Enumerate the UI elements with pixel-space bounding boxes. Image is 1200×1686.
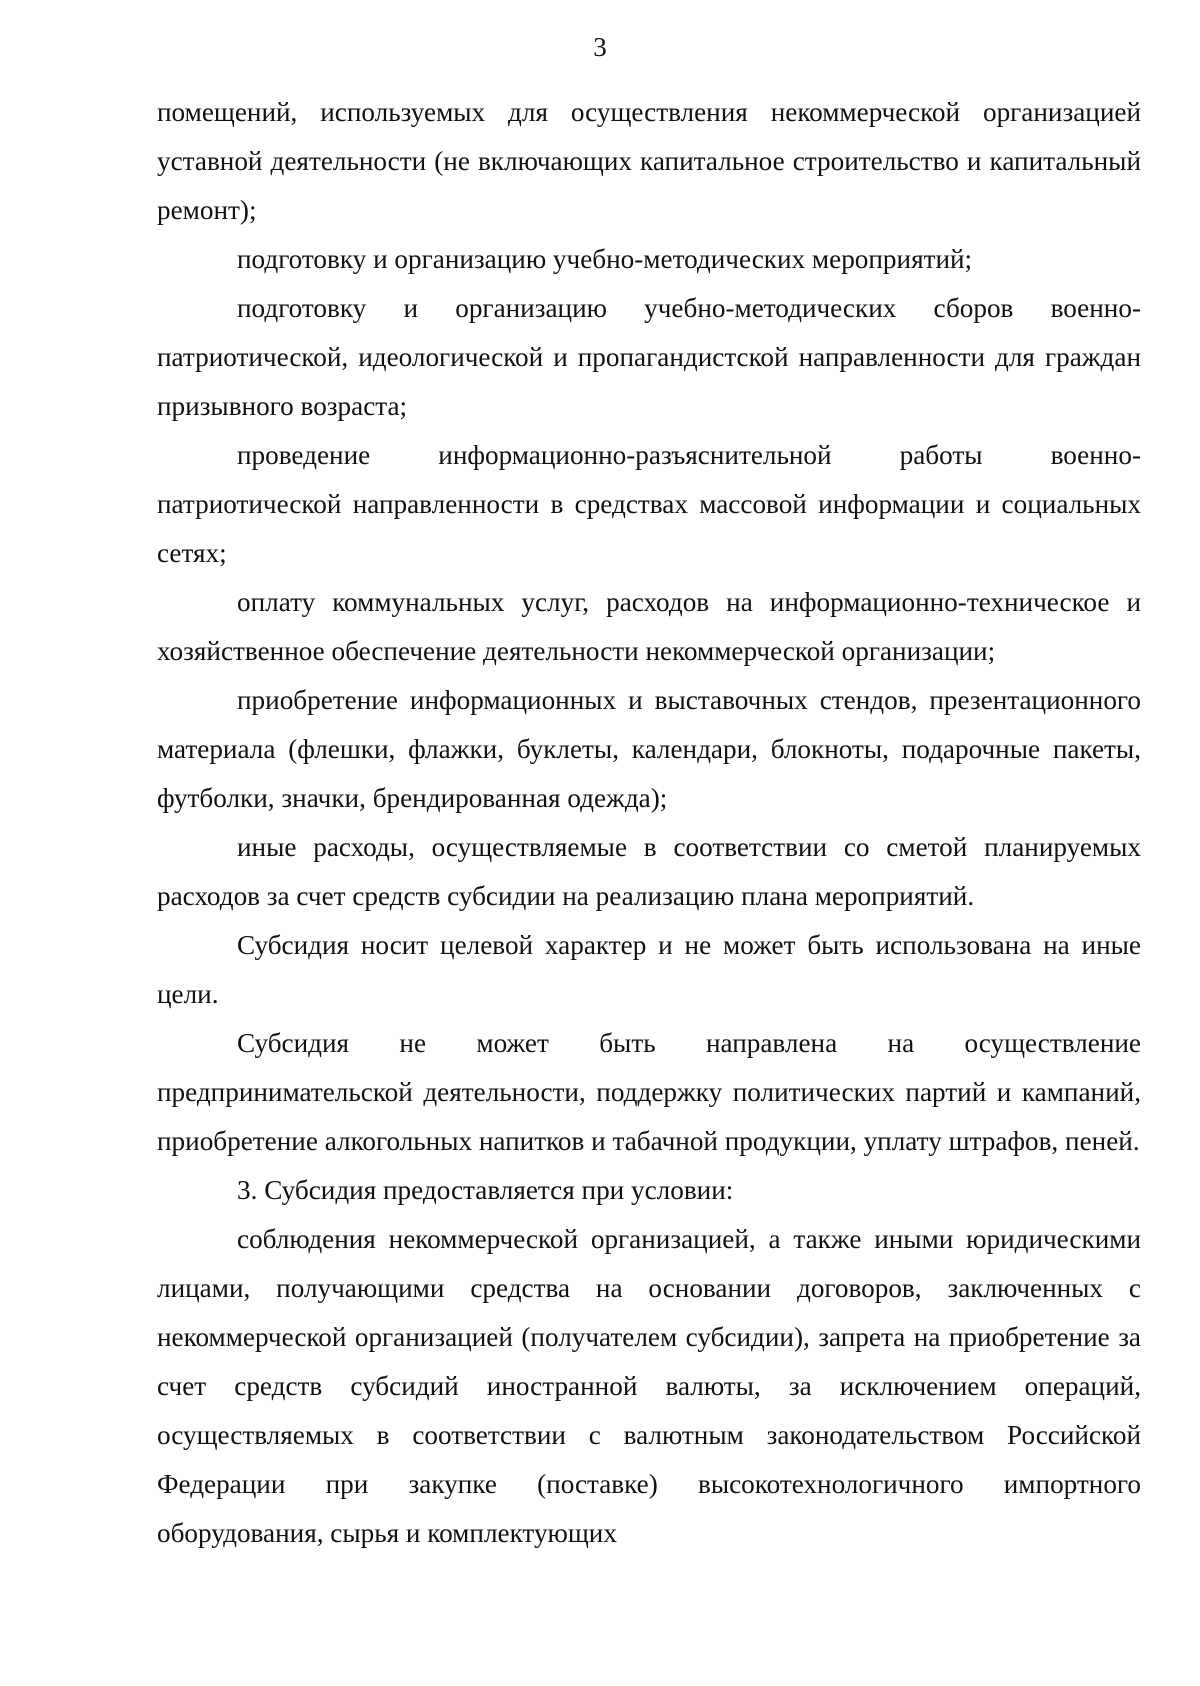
paragraph-section-3-heading: 3. Субсидия предоставляется при условии: — [237, 1175, 734, 1205]
page-number: 3 — [593, 32, 607, 62]
paragraph-stands-materials: приобретение информационных и выставочных стендов, презентационного материала (флешки, флажки, буклеты, календари, блокноты, подарочные пакеты, футболки, значки, брендированная одежда); — [157, 685, 1141, 813]
paragraph-media-work: проведение информационно-разъяснительной работы военно-патриотической направленности в средствах массовой информации и социальных сетях; — [157, 440, 1141, 568]
paragraph-other-expenses: иные расходы, осуществляемые в соответствии со сметой планируемых расходов за счет средств субсидии на реализацию плана мероприятий. — [157, 832, 1141, 911]
paragraph-training-events: подготовку и организацию учебно-методических мероприятий; — [237, 244, 973, 274]
paragraph-targeted-nature: Субсидия носит целевой характер и не может быть использована на иные цели. — [157, 930, 1141, 1009]
document-body — [157, 88, 1141, 1558]
paragraph-currency-condition: соблюдения некоммерческой организацией, а также иными юридическими лицами, получающими средства на основании договоров, заключенных с некоммерческой организацией (получателем субсидии), запрета на приобретение за счет средств субсидий иностранной валюты, за исключением операций, осуществляемых в соответствии с валютным законодательством Российской Федерации при закупке (поставке) высокотехнологичного импортного оборудования, сырья и комплектующих — [157, 1224, 1141, 1548]
paragraph-restrictions: Субсидия не может быть направлена на осуществление предпринимательской деятельности, поддержку политических партий и кампаний, приобретение алкогольных напитков и табачной продукции, уплату штрафов, пеней. — [157, 1028, 1141, 1156]
paragraph-training-camps: подготовку и организацию учебно-методических сборов военно-патриотической, идеологической и пропагандистской направленности для граждан призывного возраста; — [157, 293, 1141, 421]
paragraph-utilities: оплату коммунальных услуг, расходов на информационно-техническое и хозяйственное обеспечение деятельности некоммерческой организации; — [157, 587, 1141, 666]
paragraph-premises: помещений, используемых для осуществления некоммерческой организацией уставной деятельности (не включающих капитальное строительство и капитальный ремонт); — [157, 97, 1141, 225]
